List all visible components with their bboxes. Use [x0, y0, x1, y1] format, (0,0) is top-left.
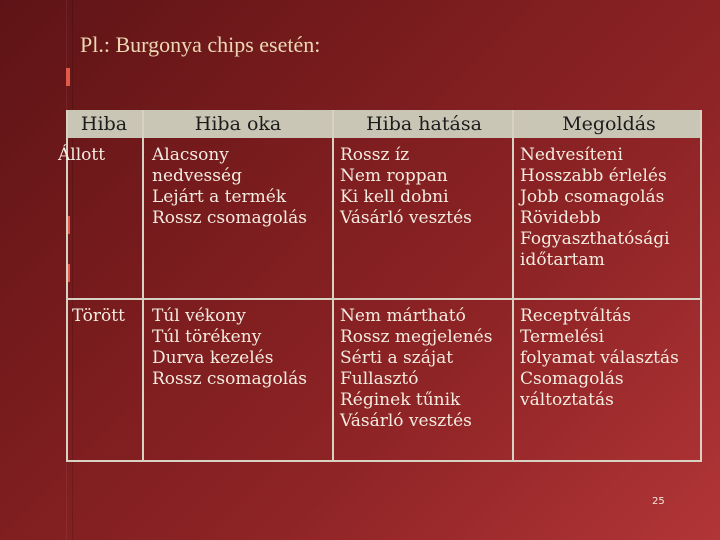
header-megoldas: Megoldás [562, 113, 656, 135]
defect-table [58, 110, 702, 462]
table-border-bottom [66, 460, 702, 462]
header-hiba-oka: Hiba oka [194, 113, 282, 135]
header-hiba-hatasa: Hiba hatása [366, 113, 482, 135]
table-divider [512, 110, 514, 462]
row-divider [66, 298, 702, 300]
table-cell-ok: Túl vékony Túl törékeny Durva kezelés Rossz csomagolás [152, 306, 307, 389]
table-cell-ok: Alacsony nedvesség Lejárt a termék Rossz csomagolás [152, 145, 307, 228]
header-hiba: Hiba [80, 113, 128, 135]
decorative-tick [66, 68, 70, 86]
page-number: 25 [652, 496, 665, 507]
table-cell-hatas: Nem mártható Rossz megjelenés Sérti a szájat Fullasztó Réginek tűnik Vásárló vesztés [340, 306, 493, 431]
table-border-right [700, 110, 702, 462]
table-cell-hiba: Állott [58, 145, 106, 165]
table-cell-hatas: Rossz íz Nem roppan Ki kell dobni Vásárló vesztés [340, 145, 472, 228]
slide-title: Pl.: Burgonya chips esetén: [80, 32, 321, 57]
table-cell-megoldas: Receptváltás Termelési folyamat választás Csomagolás változtatás [520, 306, 679, 410]
table-cell-megoldas: Nedvesíteni Hosszabb érlelés Jobb csomagolás Rövidebb Fogyaszthatósági időtartam [520, 145, 670, 270]
table-divider [332, 110, 334, 462]
table-cell-hiba: Törött [72, 306, 125, 326]
table-divider [142, 110, 144, 462]
